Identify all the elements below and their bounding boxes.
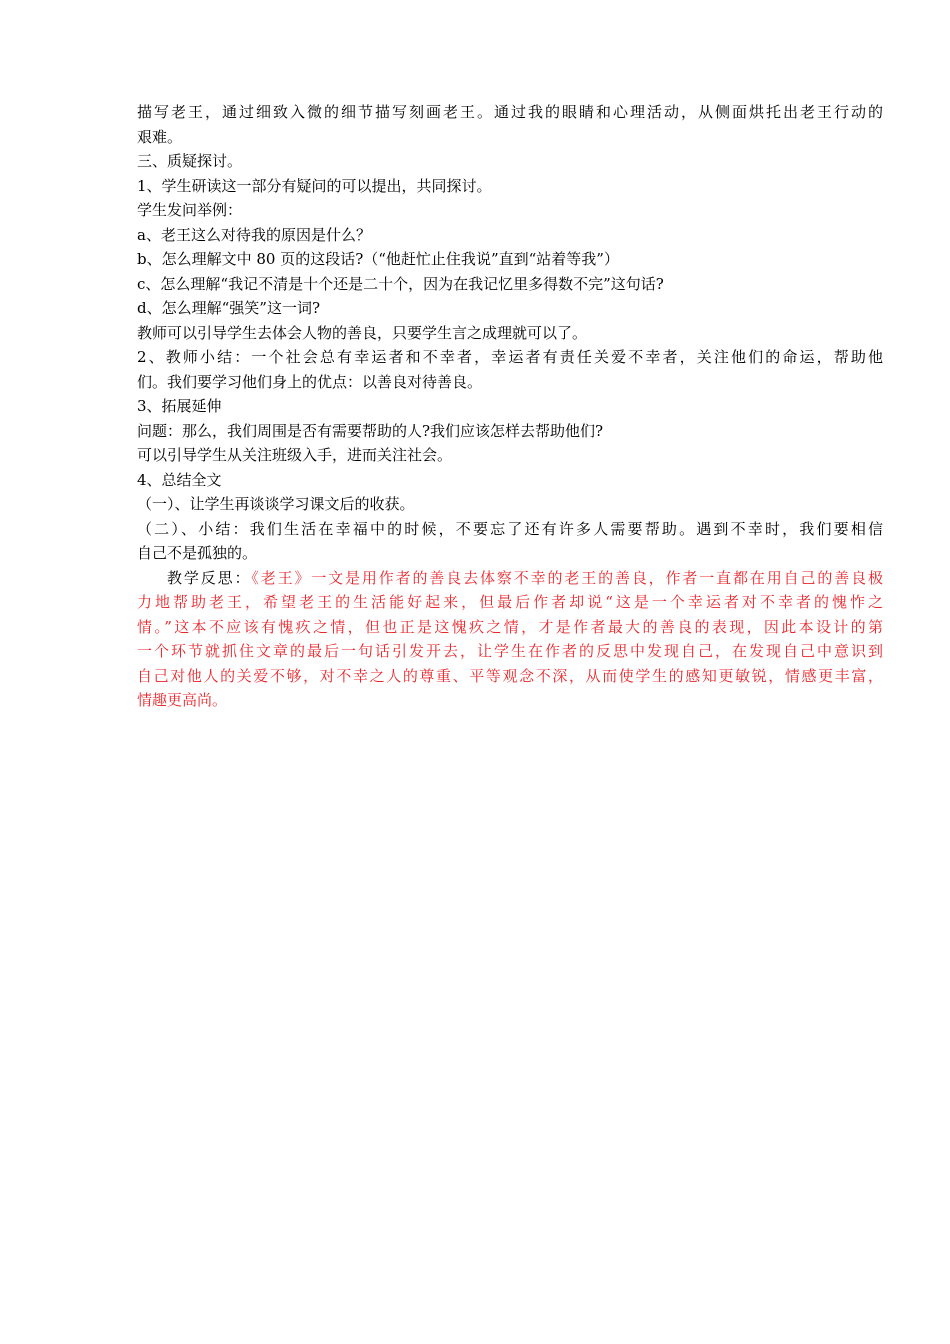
reflection-text-line: 力地帮助老王，希望老王的生活能好起来，但最后作者却说“这是一个幸运者对不幸者的愧怍之: [137, 593, 883, 611]
reflection-text-line: 情。”这本不应该有愧疚之情，但也正是这愧疚之情，才是作者最大的善良的表现，因此本设计的第: [137, 617, 883, 636]
text-line: c、怎么理解“我记不清是十个还是二十个，因为在我记忆里多得数不完”这句话?: [137, 274, 664, 293]
text-line: 自己不是孤独的。: [137, 544, 258, 562]
text-line: 描写老王，通过细致入微的细节描写刻画老王。通过我的眼睛和心理活动，从侧面烘托出老王行动的: [137, 103, 883, 121]
text-line: 问题：那么，我们周围是否有需要帮助的人?我们应该怎样去帮助他们?: [137, 421, 604, 440]
text-line: 学生发问举例：: [137, 201, 243, 219]
reflection-rest: [137, 590, 883, 713]
reflection-first-line: [137, 566, 883, 591]
text-line: （一）、让学生再谈谈学习课文后的收获。: [137, 495, 415, 513]
text-line: 3、拓展延伸: [137, 397, 222, 415]
reflection-label: 教学反思：: [167, 568, 252, 587]
text-line: 艰难。: [137, 127, 183, 146]
text-line: b、怎么理解文中 80 页的这段话?（“他赶忙止住我说”直到“站着等我”）: [137, 250, 619, 268]
text-line: 1、学生研读这一部分有疑问的可以提出，共同探讨。: [137, 176, 492, 195]
reflection-text-line: 情趣更高尚。: [137, 691, 228, 709]
text-line: 们。我们要学习他们身上的优点：以善良对待善良。: [137, 372, 483, 391]
reflection-text-line: 一个环节就抓住文章的最后一句话引发开去，让学生在作者的反思中发现自己，在发现自己中意识到: [137, 642, 883, 660]
teaching-reflection: [137, 566, 883, 713]
text-line: a、老王这么对待我的原因是什么？: [137, 225, 371, 244]
text-line: 三、质疑探讨。: [137, 152, 243, 170]
text-line: 教师可以引导学生去体会人物的善良，只要学生言之成理就可以了。: [137, 323, 588, 342]
text-line: 2、教师小结：一个社会总有幸运者和不幸者，幸运者有责任关爱不幸者，关注他们的命运，帮助他: [137, 348, 883, 366]
text-line: （二）、小结：我们生活在幸福中的时候，不要忘了还有许多人需要帮助。遇到不幸时，我们要相信: [137, 519, 883, 538]
reflection-text-line: 自己对他人的关爱不够，对不幸之人的尊重、平等观念不深，从而使学生的感知更敏锐，情感更丰富，: [137, 666, 883, 685]
lesson-body-text: [137, 100, 883, 566]
text-line: 可以引导学生从关注班级入手，进而关注社会。: [137, 446, 453, 464]
text-line: 4、总结全文: [137, 470, 222, 489]
document-page: [137, 100, 883, 713]
reflection-text-line: 《老王》一文是用作者的善良去体察不幸的老王的善良，作者一直都在用自己的善良极: [251, 568, 883, 587]
text-line: d、怎么理解“强笑”这一词?: [137, 299, 320, 317]
